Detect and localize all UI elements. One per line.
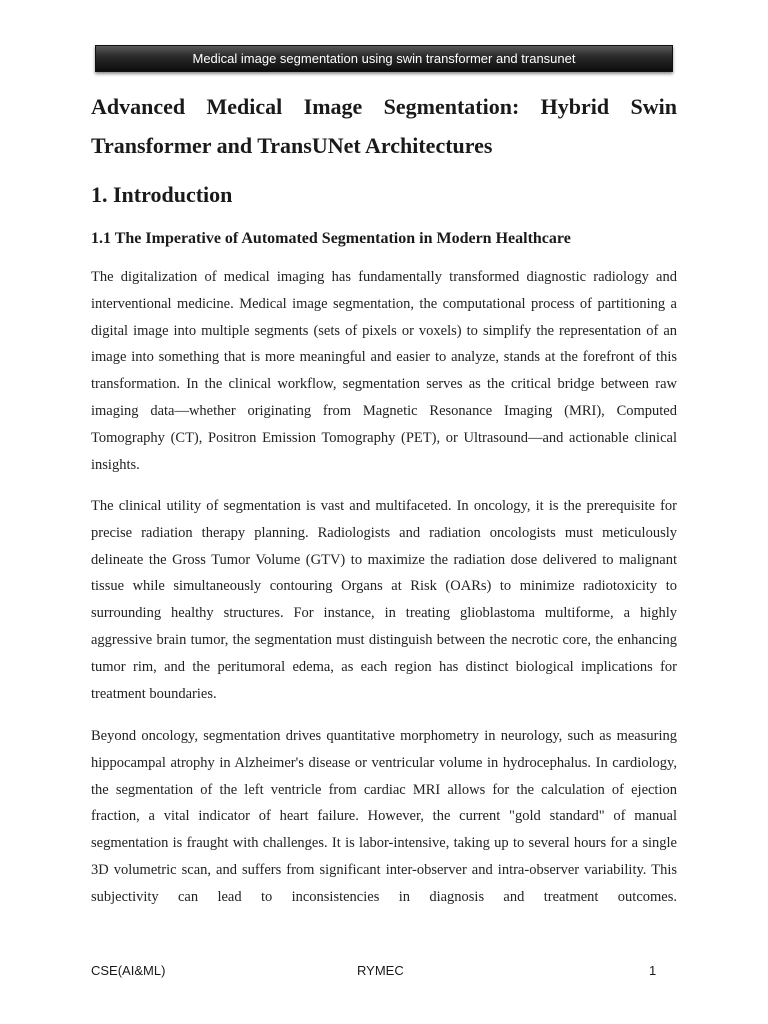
footer-department: CSE(AI&ML) [91,963,166,978]
body-paragraph: Beyond oncology, segmentation drives quantitative morphometry in neurology, such as measuring hippocampal atrophy in Alzheimer's disease or ventricular volume in hydrocephalus. In cardiology, the segmentation of the left ventricle from cardiac MRI allows for the calculation of ejection fraction, a vital indicator of heart failure. However, the current "gold standard" of manual segmentation is fraught with challenges. It is labor-intensive, taking up to several hours for a single 3D volumetric scan, and suffers from significant inter-observer and intra-observer variability. This subjectivity can lead to inconsistencies in diagnosis and treatment outcomes. [91,728,677,905]
page-number: 1 [649,963,657,978]
running-header-banner: Medical image segmentation using swin transformer and transunet [95,45,673,72]
body-paragraph: The digitalization of medical imaging has fundamentally transformed diagnostic radiology and interventional medicine. Medical image segmentation, the computational process of partitioning a digital image into multiple segments (sets of pixels or voxels) to simplify the representation of an image into something that is more meaningful and easier to analyze, stands at the forefront of this transformation. In the clinical workflow, segmentation serves as the critical bridge between raw imaging data—whether originating from Magnetic Resonance Imaging (MRI), Computed Tomography (CT), Positron Emission Tomography (PET), or Ultrasound—and actionable clinical insights. [91,269,677,473]
body-paragraph: The clinical utility of segmentation is vast and multifaceted. In oncology, it is the prerequisite for precise radiation therapy planning. Radiologists and radiation oncologists must meticulously delineate the Gross Tumor Volume (GTV) to maximize the radiation dose delivered to malignant tissue while simultaneously contouring Organs at Risk (OARs) to minimize radiotoxicity to surrounding healthy structures. For instance, in treating glioblastoma multiforme, a highly aggressive brain tumor, the segmentation must distinguish between the necrotic core, the enhancing tumor rim, and the peritumoral edema, as each region has distinct biological implications for treatment boundaries. [91,498,677,702]
footer-institution: RYMEC [357,963,404,978]
document-title: Advanced Medical Image Segmentation: Hybrid Swin Transformer and TransUNet Architectures [91,94,677,158]
subsection-heading: 1.1 The Imperative of Automated Segmentation in Modern Healthcare [91,230,571,247]
section-heading-introduction: 1. Introduction [91,182,233,207]
